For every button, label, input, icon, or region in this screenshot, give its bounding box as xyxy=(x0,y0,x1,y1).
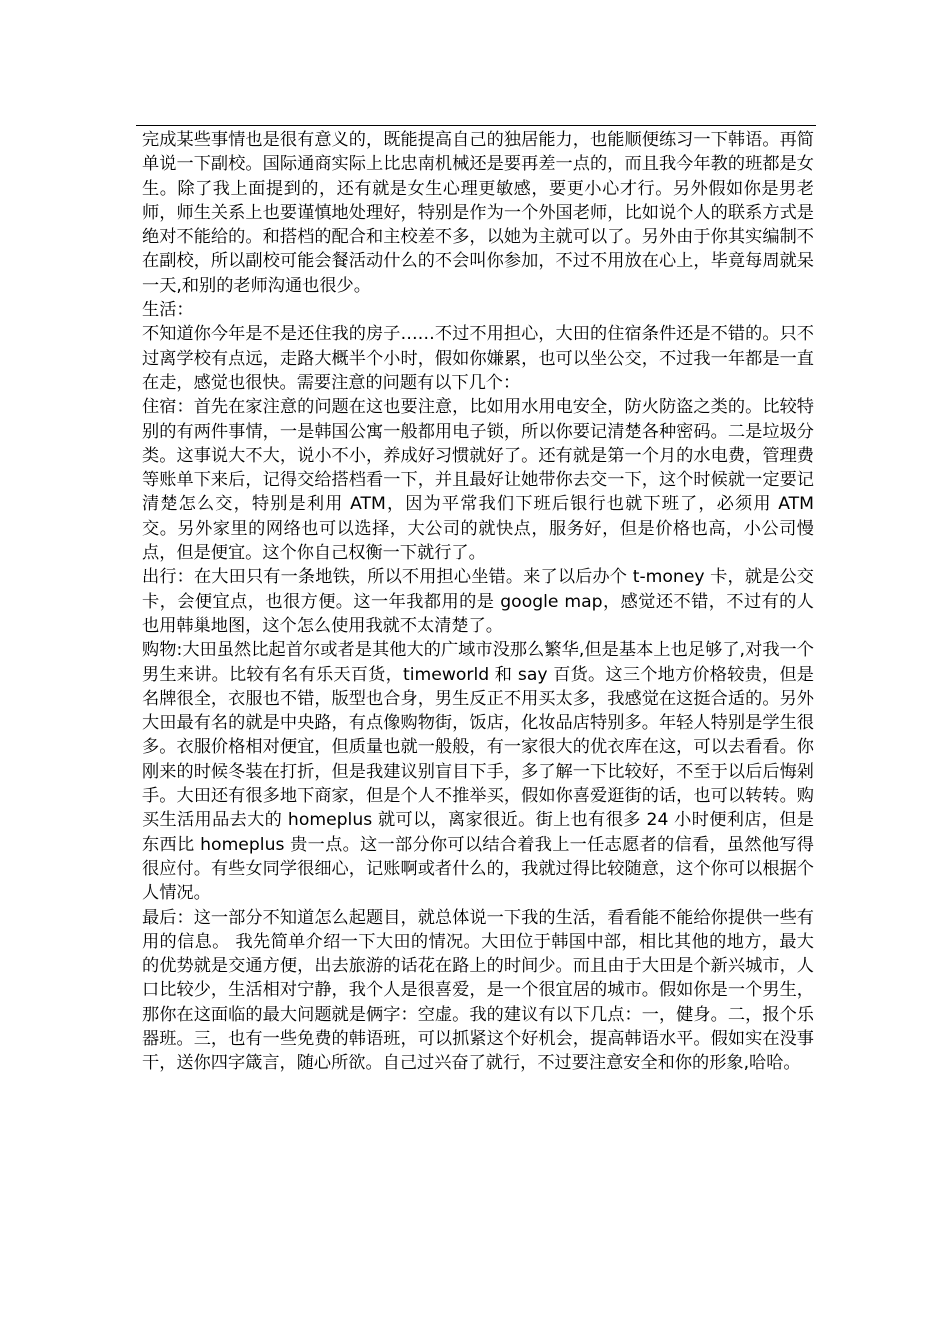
paragraph-school-notes: 完成某些事情也是很有意义的，既能提高自己的独居能力，也能顺便练习一下韩语。再简单说一下副校。国际通商实际上比忠南机械还是要再差一点的，而且我今年教的班都是女生。除了我上面提到的，还有就是女生心理更敏感，要更小心才行。另外假如你是男老师，师生关系上也要谨慎地处理好，特别是作为一个外国老师，比如说个人的联系方式是绝对不能给的。和搭档的配合和主校差不多，以她为主就可以了。另外由于你其实编制不在副校，所以副校可能会餐活动什么的不会叫你参加，不过不用放在心上，毕竟每周就呆一天,和别的老师沟通也很少。 xyxy=(142,130,814,296)
document-body xyxy=(142,128,814,1076)
header-rule xyxy=(136,125,816,126)
paragraph-life-intro: 不知道你今年是不是还住我的房子……不过不用担心，大田的住宿条件还是不错的。只不过离学校有点远，走路大概半个小时，假如你嫌累，也可以坐公交，不过我一年都是一直在走，感觉也很快。需要注意的问题有以下几个： xyxy=(142,324,814,393)
paragraph-housing: 住宿：首先在家注意的问题在这也要注意，比如用水用电安全，防火防盗之类的。比较特别的有两件事情，一是韩国公寓一般都用电子锁，所以你要记清楚各种密码。二是垃圾分类。这事说大不大，说小不小，养成好习惯就好了。还有就是第一个月的水电费，管理费等账单下来后，记得交给搭档看一下，并且最好让她带你去交一下，这个时候就一定要记清楚怎么交，特别是利用 ATM，因为平常我们下班后银行也就下班了，必须用 ATM 交。另外家里的网络也可以选择，大公司的就快点，服务好，但是价格也高，小公司慢点，但是便宜。这个你自己权衡一下就行了。 xyxy=(142,397,814,564)
section-heading-life: 生活： xyxy=(142,300,194,321)
paragraph-final: 最后：这一部分不知道怎么起题目，就总体说一下我的生活，看看能不能给你提供一些有用的信息。 我先简单介绍一下大田的情况。大田位于韩国中部，相比其他的地方，最大的优势就是交通方便，出去旅游的话花在路上的时间少。而且由于大田是个新兴城市，人口比较少，生活相对宁静，我个人是很喜爱，是一个很宜居的城市。假如你是一个男生，那你在这面临的最大问题就是俩字：空虚。我的建议有以下几点：一，健身。二，报个乐器班。三，也有一些免费的韩语班，可以抓紧这个好机会，提高韩语水平。假如实在没事干，送你四字箴言，随心所欲。自己过兴奋了就行，不过要注意安全和你的形象,哈哈。 xyxy=(142,907,814,1074)
paragraph-transport: 出行：在大田只有一条地铁，所以不用担心坐错。来了以后办个 t-money 卡，就是公交卡，会便宜点，也很方便。这一年我都用的是 google map，感觉还不错，不过有的人也用韩巢地图，这个怎么使用我就不太清楚了。 xyxy=(142,567,814,636)
paragraph-shopping: 购物:大田虽然比起首尔或者是其他大的广域市没那么繁华,但是基本上也足够了,对我一个男生来讲。比较有名有乐天百货，timeworld 和 say 百货。这三个地方价格较贵，但是名牌很全，衣服也不错，版型也合身，男生反正不用买太多，我感觉在这挺合适的。另外大田最有名的就是中央路，有点像购物街，饭店，化妆品店特别多。年轻人特别是学生很多。衣服价格相对便宜，但质量也就一般般，有一家很大的优衣库在这，可以去看看。你刚来的时候冬装在打折，但是我建议别盲目下手，多了解一下比较好，不至于以后后悔剁手。大田还有很多地下商家，但是个人不推举买，假如你喜爱逛街的话，也可以转转。购买生活用品去大的 homeplus 就可以，离家很近。街上也有很多 24 小时便利店，但是东西比 homeplus 贵一点。这一部分你可以结合着我上一任志愿者的信看，虽然他写得很应付。有些女同学很细心，记账啊或者什么的，我就过得比较随意，这个你可以根据个人情况。 xyxy=(142,640,814,904)
